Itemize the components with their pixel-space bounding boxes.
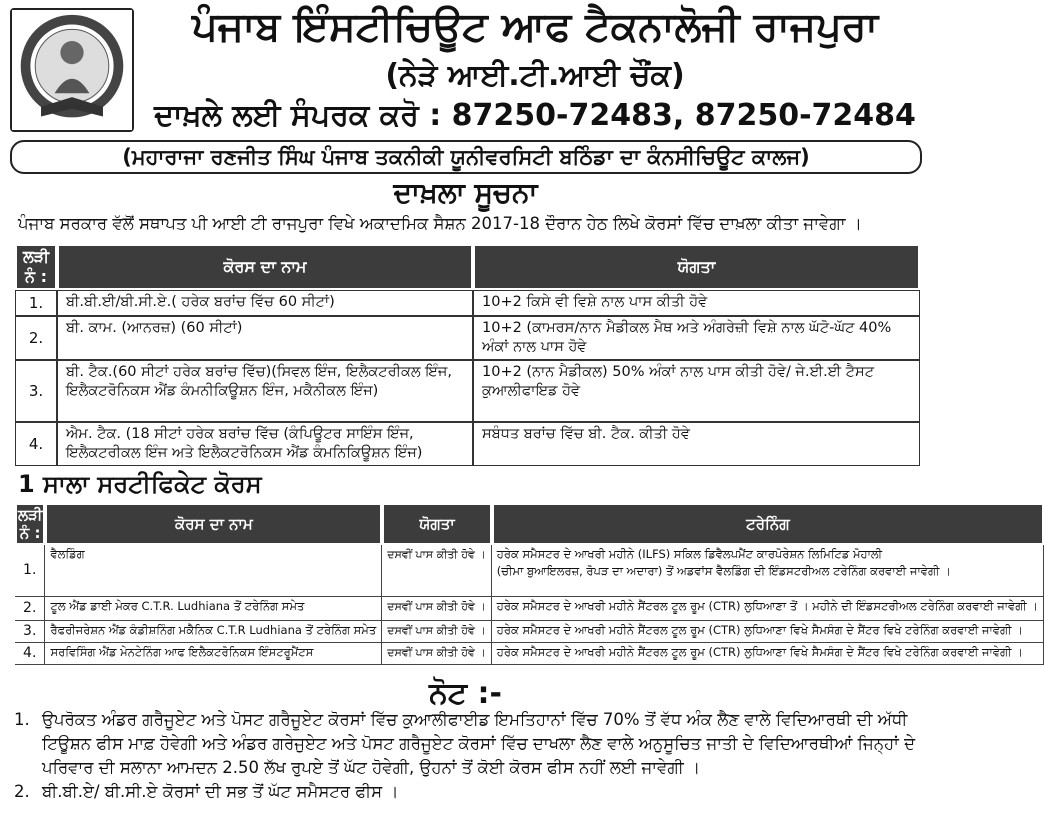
eligibility-cell: ਦਸਵੀਂ ਪਾਸ ਕੀਤੀ ਹੋਵੇ ।: [382, 643, 492, 665]
table-header-row: [15, 503, 1044, 545]
notes-title: ਨੋਟ :-: [429, 676, 502, 711]
table-row: [15, 422, 920, 466]
note-text: ਬੀ.ਬੀ.ਏ/ ਬੀ.ਸੀ.ਏ ਕੋਰਸਾਂ ਦੀ ਸਭ ਤੋਂ ਘੱਟ ਸਮੈਸਟਰ ਫੀਸ ।: [42, 782, 399, 801]
notice-title: ਦਾਖ਼ਲਾ ਸੂਚਨਾ: [393, 176, 538, 209]
eligibility-header: ਯੋਗਤਾ: [473, 244, 920, 290]
eligibility-cell: ਦਸਵੀਂ ਪਾਸ ਕੀਤੀ ਹੋਵੇ ।: [382, 545, 492, 597]
certificate-courses-heading: 1 ਸਾਲਾ ਸਰਟੀਫਿਕੇਟ ਕੋਰਸ: [18, 470, 262, 498]
eligibility-cell: 10+2 (ਨਾਨ ਮੈਡੀਕਲ) 50% ਅੰਕਾਂ ਨਾਲ ਪਾਸ ਕੀਤੀ ਹੋਵੇ/ ਜੇ.ਈ.ਈ ਟੈਸਟ ਕੁਆਲੀਫਾਇਡ ਹੋਵੇ: [473, 360, 920, 422]
course-cell: ਐਮ. ਟੈਕ. (18 ਸੀਟਾਂ ਹਰੇਕ ਬਰਾਂਚ ਵਿੱਚ (ਕੰਪਿਊਟਰ ਸਾਇੰਸ ਇੰਜ, ਇਲੈਕਟਰੀਕਲ ਇੰਜ ਅਤੇ ਇਲੈਕਟਰੋਨਿਕਸ ਐਂਡ ਕੰਮਨਿਕਿਊਸ਼ਨ ਇੰਜ): [57, 422, 473, 466]
training-cell: [492, 545, 1044, 597]
table-row: [15, 290, 920, 316]
course-cell: ਰੈਫਰੀਜਰੇਸ਼ਨ ਐਂਡ ਕੰਡੀਸ਼ਨਿੰਗ ਮਕੈਨਿਕ C.T.R Ludhiana ਤੋਂ ਟਰੇਨਿੰਗ ਸਮੇਤ: [45, 621, 382, 643]
degree-courses-table: [15, 244, 920, 466]
sr-header-line1: ਲੜੀ: [18, 506, 43, 524]
course-cell: ਬੀ.ਬੀ.ਈ/ਬੀ.ਸੀ.ਏ.( ਹਰੇਕ ਬਰਾਂਚ ਵਿੱਚ 60 ਸੀਟਾਂ): [57, 290, 473, 316]
eligibility-cell: ਦਸਵੀਂ ਪਾਸ ਕੀਤੀ ਹੋਵੇ ।: [382, 621, 492, 643]
table-row: [15, 316, 920, 360]
sr-header-line1: ਲੜੀ: [22, 247, 50, 266]
header: [0, 0, 931, 140]
course-cell: ਬੀ. ਟੈਕ.(60 ਸੀਟਾਂ ਹਰੇਕ ਬਰਾਂਚ ਵਿੱਚ)(ਸਿਵਲ ਇੰਜ, ਇਲੈਕਟਰੀਕਲ ਇੰਜ, ਇਲੈਕਟਰੋਨਿਕਸ ਐਂਡ ਕੰਮਨੀਕਿਊਸ਼ਨ ਇੰਜ, ਮਕੈਨੀਕਲ ਇੰਜ): [57, 360, 473, 422]
note-item: [14, 708, 919, 780]
notes-list: [14, 708, 919, 804]
eligibility-cell: ਦਸਵੀਂ ਪਾਸ ਕੀਤੀ ਹੋਵੇ ।: [382, 597, 492, 621]
training-cell: ਹਰੇਕ ਸਮੈਸਟਰ ਦੇ ਆਖਰੀ ਮਹੀਨੇ ਸੈਂਟਰਲ ਟੂਲ ਰੂਮ (CTR) ਲੁਧਿਆਣਾ ਵਿਖੇ ਸੈਮਸੰਗ ਦੇ ਸੈਂਟਰ ਵਿਖੇ ਟਰੇਨਿੰਗ ਕਰਵਾਈ ਜਾਵੇਗੀ ।: [492, 621, 1044, 643]
course-header: ਕੋਰਸ ਦਾ ਨਾਮ: [45, 503, 382, 545]
sr-header-line2: ਨੰ :: [25, 267, 47, 286]
note-item: [14, 780, 919, 804]
sr-cell: 4.: [15, 643, 45, 665]
sr-cell: 2.: [15, 597, 45, 621]
institute-title: ਪੰਜਾਬ ਇੰਸਟੀਚਿਊਟ ਆਫ ਟੈਕਨਾਲੋਜੀ ਰਾਜਪੁਰਾ: [191, 4, 879, 50]
sr-cell: 3.: [15, 360, 57, 422]
training-cell: ਹਰੇਕ ਸਮੈਸਟਰ ਦੇ ਆਖਰੀ ਮਹੀਨੇ ਸੈਂਟਰਲ ਟੂਲ ਰੂਮ (CTR) ਲੁਧਿਆਣਾ ਤੋਂ । ਮਹੀਨੇ ਦੀ ਇੰਡਸਟਰੀਅਲ ਟਰੇਨਿੰਗ ਕਰਵਾਈ ਜਾਵੇਗੀ ।: [492, 597, 1044, 621]
university-affiliation-banner: (ਮਹਾਰਾਜਾ ਰਣਜੀਤ ਸਿੰਘ ਪੰਜਾਬ ਤਕਨੀਕੀ ਯੂਨੀਵਰਸਿਟੀ ਬਠਿੰਡਾ ਦਾ ਕੰਨਸੀਚਿਊਟ ਕਾਲਜ): [10, 140, 922, 174]
table-row: [15, 643, 1044, 665]
eligibility-header: ਯੋਗਤਾ: [382, 503, 492, 545]
sr-cell: 1.: [15, 545, 45, 597]
course-cell: ਟੂਲ ਐਂਡ ਡਾਈ ਮੇਕਰ C.T.R. Ludhiana ਤੋਂ ਟਰੇਨਿੰਗ ਸਮੇਤ: [45, 597, 382, 621]
training-line: ਹਰੇਕ ਸਮੈਸਟਰ ਦੇ ਆਖਰੀ ਮਹੀਨੇ (ILFS) ਸਕਿਲ ਡਿਵੈਲਪਮੈਂਟ ਕਾਰਪੋਰੇਸ਼ਨ ਲਿਮਿਟਿਡ ਮੋਹਾਲੀ: [496, 547, 883, 561]
eligibility-cell: 10+2 (ਕਾਮਰਸ/ਨਾਨ ਮੈਡੀਕਲ ਮੈਥ ਅਤੇ ਅੰਗਰੇਜ਼ੀ ਵਿਸ਼ੇ ਨਾਲ ਘੱਟੋ-ਘੱਟ 40% ਅੰਕਾਂ ਨਾਲ ਪਾਸ ਹੋਵੇ: [473, 316, 920, 360]
course-header: ਕੋਰਸ ਦਾ ਨਾਮ: [57, 244, 473, 290]
eligibility-cell: 10+2 ਕਿਸੇ ਵੀ ਵਿਸ਼ੇ ਨਾਲ ਪਾਸ ਕੀਤੀ ਹੋਵੇ: [473, 290, 920, 316]
institute-location: (ਨੇੜੇ ਆਈ.ਟੀ.ਆਈ ਚੌਂਕ): [385, 58, 685, 93]
note-text: ਉਪਰੋਕਤ ਅੰਡਰ ਗਰੈਜੂਏਟ ਅਤੇ ਪੋਸਟ ਗਰੈਜੂਏਟ ਕੋਰਸਾਂ ਵਿੱਚ ਕੁਆਲੀਫਾਈਡ ਇਮਤਿਹਾਨਾਂ ਵਿੱਚ 70% ਤੋਂ ਵੱਧ ਅੰਕ ਲੈਣ ਵਾਲੇ ਵਿਦਿਆਰਥੀ ਦੀ ਅੱਧੀ ਟਿਊਸ਼ਨ ਫੀਸ ਮਾਫ਼ ਹੋਵੇਗੀ ਅਤੇ ਅੰਡਰ ਗਰੇਜੁਏਟ ਅਤੇ ਪੋਸਟ ਗਰੈਜੂਏਟ ਕੋਰਸਾਂ ਵਿੱਚ ਦਾਖਲਾ ਲੈਣ ਵਾਲੇ ਅਨੁਸੂਚਿਤ ਜਾਤੀ ਦੇ ਵਿਦਿਆਰਥੀਆਂ ਜਿਨ੍ਹਾਂ ਦੇ ਪਰਿਵਾਰ ਦੀ ਸਲਾਨਾ ਆਮਦਨ 2.50 ਲੱਖ ਰੁਪਏ ਤੋਂ ਘੱਟ ਹੋਵੇਗੀ, ਉਹਨਾਂ ਤੋਂ ਕੋਈ ਕੋਰਸ ਫੀਸ ਨਹੀਂ ਲਈ ਜਾਵੇਗੀ ।: [42, 710, 916, 777]
table-row: [15, 545, 1044, 597]
eligibility-cell: ਸਬੰਧਤ ਬਰਾਂਚ ਵਿੱਚ ਬੀ. ਟੈਕ. ਕੀਤੀ ਹੋਵੇ: [473, 422, 920, 466]
sr-header-line2: ਨੰ :: [19, 524, 41, 542]
training-cell: ਹਰੇਕ ਸਮੈਸਟਰ ਦੇ ਆਖਰੀ ਮਹੀਨੇ ਸੈਂਟਰਲ ਟੂਲ ਰੂਮ (CTR) ਲੁਧਿਆਣਾ ਵਿਖੇ ਸੈਮਸੰਗ ਦੇ ਸੈਂਟਰ ਵਿਖੇ ਟਰੇਨਿੰਗ ਕਰਵਾਈ ਜਾਵੇਗੀ ।: [492, 643, 1044, 665]
sr-cell: 1.: [15, 290, 57, 316]
admission-contact: ਦਾਖ਼ਲੇ ਲਈ ਸੰਪਰਕ ਕਰੋ : 87250-72483, 87250-72484: [154, 98, 916, 133]
sr-header: [15, 503, 45, 545]
table-row: [15, 621, 1044, 643]
table-header-row: [15, 244, 920, 290]
institute-logo: [10, 8, 134, 132]
sr-cell: 4.: [15, 422, 57, 466]
course-cell: ਬੀ. ਕਾਮ. (ਆਨਰਜ਼) (60 ਸੀਟਾਂ): [57, 316, 473, 360]
intro-text: ਪੰਜਾਬ ਸਰਕਾਰ ਵੱਲੋਂ ਸਥਾਪਤ ਪੀ ਆਈ ਟੀ ਰਾਜਪੁਰਾ ਵਿਖੇ ਅਕਾਦਮਿਕ ਸੈਸ਼ਨ 2017-18 ਦੌਰਾਨ ਹੇਠ ਲਿਖੇ ਕੋਰਸਾਂ ਵਿੱਚ ਦਾਖ਼ਲਾ ਕੀਤਾ ਜਾਵੇਗਾ ।: [18, 214, 862, 233]
course-cell: ਸਰਵਿਸਿੰਗ ਐਂਡ ਮੇਨਟੇਨਿੰਗ ਆਫ ਇਲੈਕਟਰੋਨਿਕਸ ਇੰਸਟਰੂਮੈਂਟਸ: [45, 643, 382, 665]
sr-header: [15, 244, 57, 290]
certificate-courses-table: [15, 503, 1044, 665]
note-number: 1.: [14, 710, 30, 729]
sr-cell: 2.: [15, 316, 57, 360]
sr-cell: 3.: [15, 621, 45, 643]
course-cell: ਵੈਲਡਿੰਗ: [45, 545, 382, 597]
training-line: (ਚੀਮਾ ਬੁਆਇਲਰਜ਼, ਰੋਪੜ ਦਾ ਅਦਾਰਾ) ਤੋਂ ਅਡਵਾਂਸ ਵੈਲਡਿੰਗ ਦੀ ਇੰਡਸਟਰੀਅਲ ਟਰੇਨਿੰਗ ਕਰਵਾਈ ਜਾਵੇਗੀ ।: [496, 564, 951, 578]
note-number: 2.: [14, 782, 30, 801]
table-row: [15, 360, 920, 422]
table-row: [15, 597, 1044, 621]
training-header: ਟਰੇਨਿੰਗ: [492, 503, 1044, 545]
